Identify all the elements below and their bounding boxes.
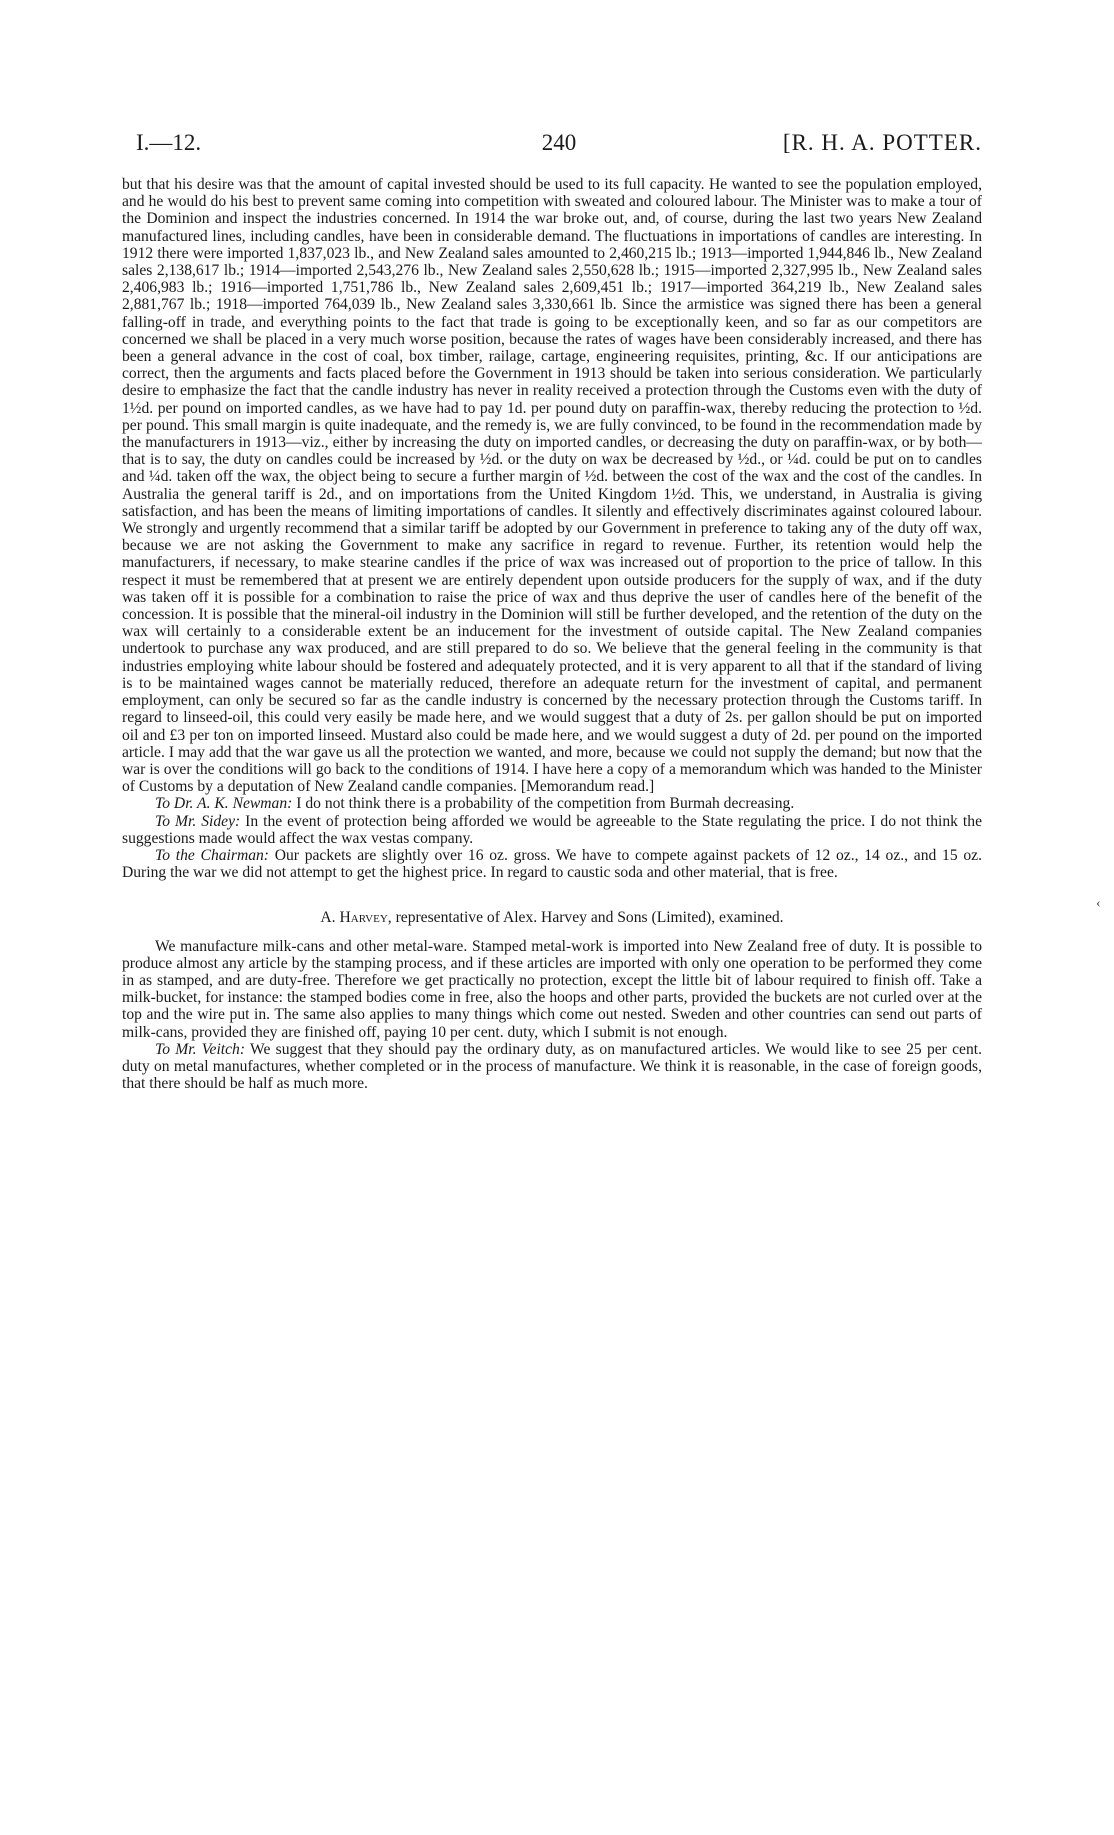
questioner-label: To Mr. Veitch: [155,1040,246,1058]
witness-surname: Harvey [339,909,388,927]
document-reference: I.—12. [136,130,202,155]
paragraph-harvey-evidence [122,938,982,1041]
questioner-label: To Dr. A. K. Newman: [155,795,293,813]
paragraph-newman-answer [122,795,982,812]
paragraph-text: We suggest that they should pay the ordinary duty, as on manufactured articles. We would like to see 25 per cent. duty on metal manufactures, whether completed or in the process of manufacture. We think it is reasonable, in the case of foreign goods, that there should be half as much more. [122,1040,982,1093]
questioner-label: To the Chairman: [155,846,269,864]
questioner-label: To Mr. Sidey: [155,812,241,830]
page-number: 240 [541,130,577,155]
paragraph-sidey-answer [122,813,982,847]
paragraph-text: We manufacture milk-cans and other metal-ware. Stamped metal-work is imported into New Zealand free of duty. It is possible to produce almost any article by the stamping process, and if these articles are imported with only one operation to be performed they come in as stamped, and are duty-free. Therefore we get practically no protection, except the little bit of labour required to finish off. Take a milk-bucket, for instance: the stamped bodies come in free, also the hoops and other parts, provided the buckets are not curled over at the top and the wire put in. The same also applies to many things which come out nested. Sweden and other countries can send out parts of milk-cans, provided they are finished off, paying 10 per cent. duty, which I submit is not enough. [122,937,982,1041]
paragraph-text: In the event of protection being afforded we would be agreeable to the State regulating the price. I do not think the suggestions made would affect the wax vestas company. [122,812,982,847]
witness-initial: A. [320,909,336,927]
paragraph-chairman-answer [122,847,982,881]
paragraph-veitch-answer [122,1041,982,1093]
witness-description: , representative of Alex. Harvey and Sons (Limited), examined. [387,909,784,927]
paragraph-text: Our packets are slightly over 16 oz. gross. We have to compete against packets of 12 oz., 14 oz., and 15 oz. During the war we did not attempt to get the highest price. In regard to caustic soda and other material, that is free. [122,846,982,882]
margin-mark: ‹ [1096,896,1101,911]
witness-name-header: [R. H. A. POTTER. [782,130,982,155]
paragraph-text: I do not think there is a probability of the competition from Burmah decreasing. [292,795,795,813]
body-text [122,176,982,1092]
witness-heading [122,909,982,926]
page-header [136,128,982,158]
paragraph-potter-evidence [122,176,982,795]
paragraph-text: but that his desire was that the amount of capital invested should be used to its full capacity. He wanted to see the population employed, and he would do his best to prevent same coming into competition with sweated and coloured labour. The Minister was to make a tour of the Dominion and inspect the industries concerned. In 1914 the war broke out, and, of course, during the last two years New Zealand manufactured lines, including candles, have been in considerable demand. The fluctuations in importations of candles are interesting. In 1912 there were imported 1,837,023 lb., and New Zealand sales amounted to 2,460,215 lb.; 1913—imported 1,944,846 lb., New Zealand sales 2,138,617 lb.; 1914—imported 2,543,276 lb., New Zealand sales 2,550,628 lb.; 1915—imported 2,327,995 lb., New Zealand sales 2,406,983 lb.; 1916—imported 1,751,786 lb., New Zealand sales 2,609,451 lb.; 1917—imported 364,219 lb., New Zealand sales 2,881,767 lb.; 1918—imported 764,039 lb., New Zealand sales 3,330,661 lb. Since the armistice was signed there has been a general falling-off in trade, and everything points to the fact that trade is going to be exceptionally keen, and so far as our competitors are concerned we shall be placed in a very much worse position, because the rates of wages have been considerably increased, and there has been a general advance in the cost of coal, box timber, railage, cartage, engineering requisites, printing, &c. If our anticipations are correct, then the arguments and facts placed before the Government in 1913 should be taken into serious consideration. We particularly desire to emphasize the fact that the candle industry has never in reality received a protection through the Customs even with the duty of 1½d. per pound on imported candles, as we have had to pay 1d. per pound duty on paraffin-wax, thereby reducing the protection to ½d. per pound. This small margin is quite inadequate, and the remedy is, we are fully convinced, to be found in the recommendation made by the manufacturers in 1913—viz., either by increasing the duty on imported candles, or decreasing the duty on paraffin-wax, or by both—that is to say, the duty on candles could be increased by ½d. or the duty on wax be decreased by ½d., or ¼d. could be put on to candles and ¼d. taken off the wax, the object being to secure a further margin of ½d. between the cost of the wax and the cost of the candles. In Australia the general tariff is 2d., and on importations from the United Kingdom 1½d. This, we understand, in Australia is giving satisfaction, and has been the means of limiting importations of candles. It silently and effectively discriminates against coloured labour. We strongly and urgently recommend that a similar tariff be adopted by our Government in preference to taking any of the duty off wax, because we are not asking the Government to make any sacrifice in regard to revenue. Further, its retention would help the manufacturers, if necessary, to make stearine candles if the price of wax was increased out of proportion to the price of tallow. In this respect it must be remembered that at present we are entirely dependent upon outside producers for the supply of wax, and if the duty was taken off it is possible for a combination to raise the price of wax and thus deprive the user of candles here of the benefit of the concession. It is possible that the mineral-oil industry in the Dominion will still be further developed, and the retention of the duty on the wax will certainly to a considerable extent be an inducement for the investment of outside capital. The New Zealand companies undertook to purchase any wax produced, and are still prepared to do so. We believe that the general feeling in the community is that industries employing white labour should be fostered and adequately protected, and it is very apparent to all that if the standard of living is to be maintained wages cannot be materially reduced, therefore an adequate return for the investment of capital, and permanent employment, can only be secured so far as the candle industry is concerned by the necessary protection through the Customs tariff. In regard to linseed-oil, this could very easily be made here, and we would suggest that a duty of 2s. per gallon should be put on imported oil and £3 per ton on imported linseed. Mustard also could be made here, and we would suggest a duty of 2d. per pound on the imported article. I may add that the war gave us all the protection we wanted, and more, because we could not supply the demand; but now that the war is over the conditions will go back to the conditions of 1914. I have here a copy of a memorandum which was handed to the Minister of Customs by a deputation of New Zealand candle companies. [Memorandum read.] [122,176,982,796]
